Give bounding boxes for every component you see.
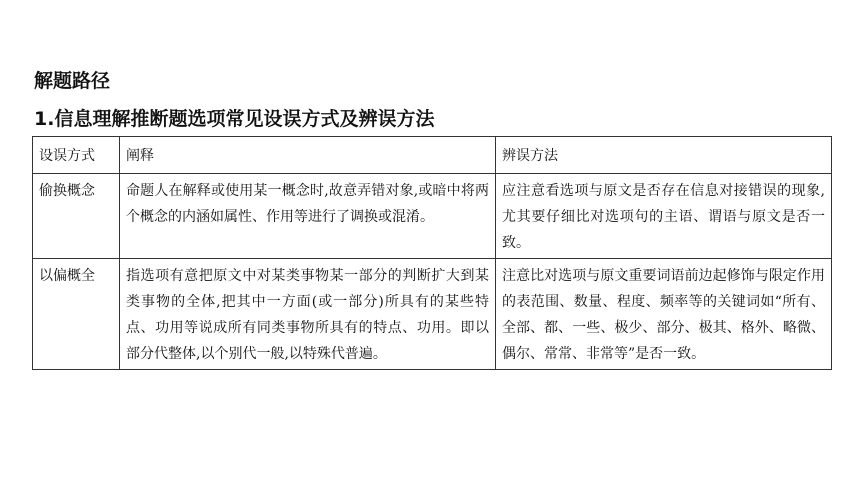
table-row [33,174,832,259]
header-cell-explanation: 阐释 [120,137,496,174]
cell-method: 以偏概全 [33,259,120,370]
subsection-title: 1.信息理解推断题选项常见设误方式及辨误方法 [34,108,435,130]
cell-explanation: 指选项有意把原文中对某类事物某一部分的判断扩大到某类事物的全体,把其中一方面(或一部分)所具有的某些特点、功用等说成所有同类事物所具有的特点、功用。即以部分代整体,以个别代一般,以特殊代普遍。 [120,259,496,370]
cell-method: 偷换概念 [33,174,120,259]
section-title: 解题路径 [34,70,111,92]
cell-explanation: 命题人在解释或使用某一概念时,故意弄错对象,或暗中将两个概念的内涵如属性、作用等进行了调换或混淆。 [120,174,496,259]
header-cell-identification: 辨误方法 [496,137,832,174]
table-header-row [33,137,832,174]
error-method-table [32,136,832,370]
table-row [33,259,832,370]
cell-identification: 应注意看选项与原文是否存在信息对接错误的现象,尤其要仔细比对选项句的主语、谓语与原文是否一致。 [496,174,832,259]
header-cell-method: 设误方式 [33,137,120,174]
cell-identification: 注意比对选项与原文重要词语前边起修饰与限定作用的表范围、数量、程度、频率等的关键词如“所有、全部、都、一些、极少、部分、极其、格外、略微、偶尔、常常、非常等”是否一致。 [496,259,832,370]
